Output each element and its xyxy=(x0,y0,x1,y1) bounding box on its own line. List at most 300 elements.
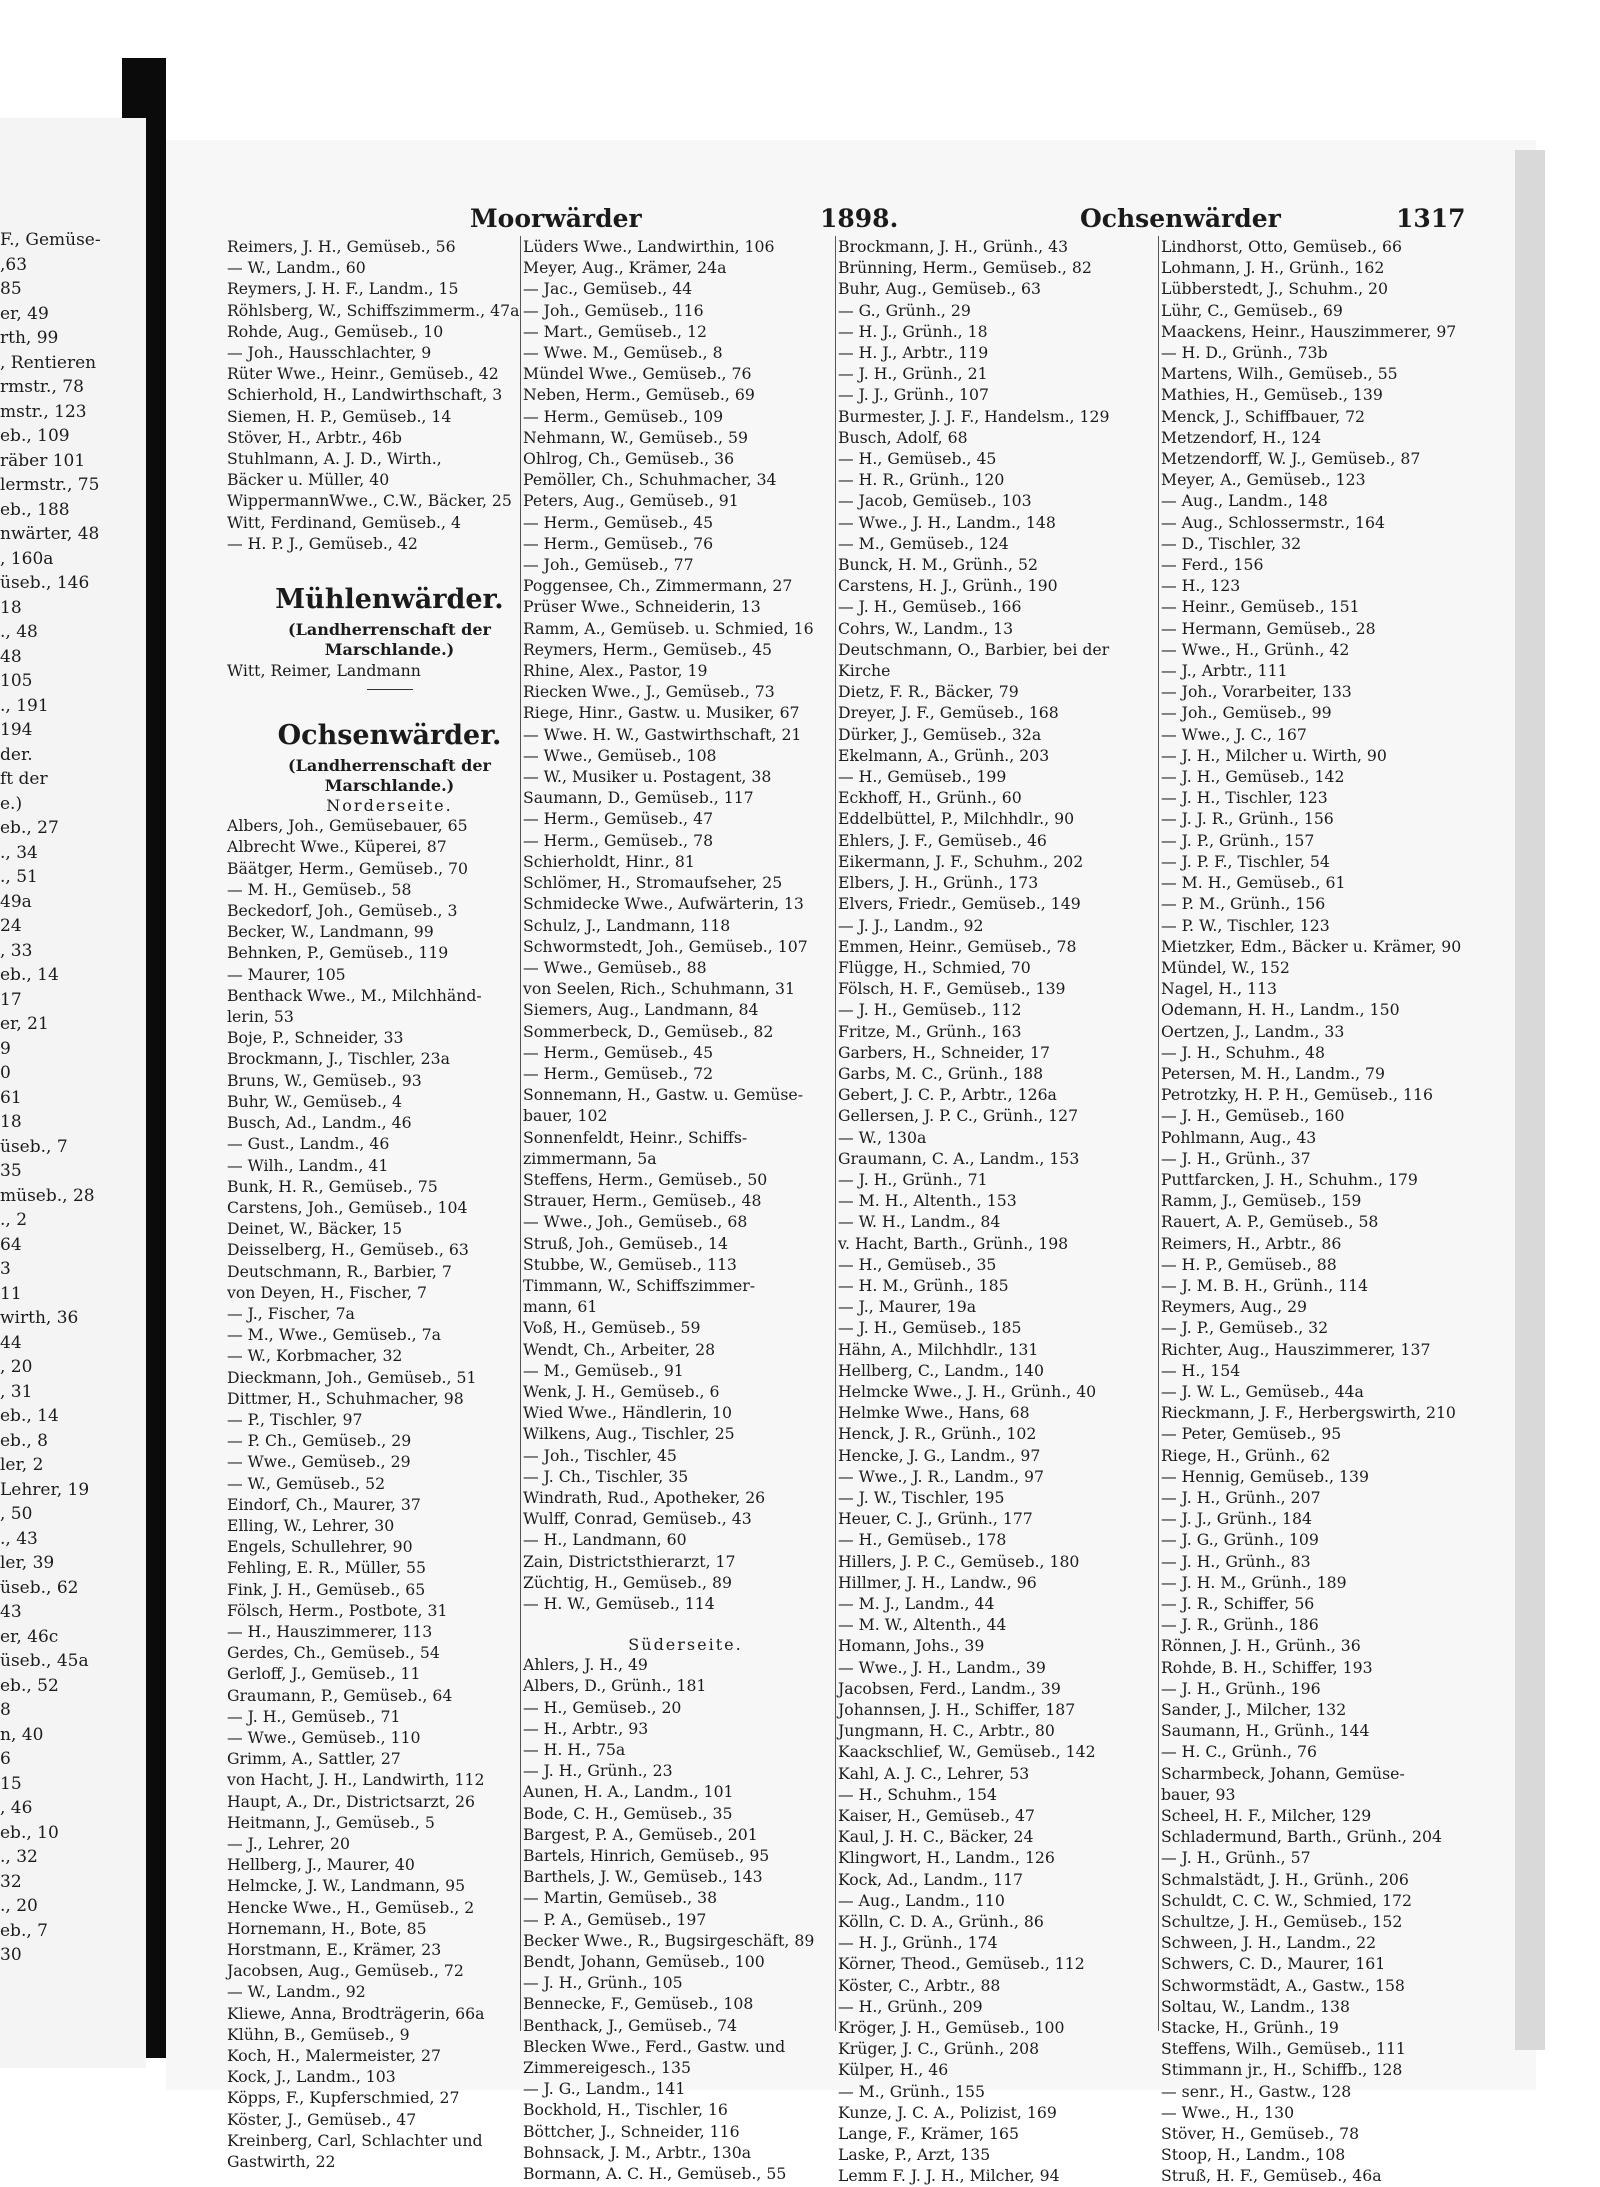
directory-entry: — J. G., Landm., 141 xyxy=(523,2079,686,2099)
facing-page-fragment: eb., 109 xyxy=(0,426,70,446)
directory-entry: Stuhlmann, A. J. D., Wirth., xyxy=(227,449,442,469)
directory-entry: Bockhold, H., Tischler, 16 xyxy=(523,2100,728,2120)
directory-entry: Lemm F. J. J. H., Milcher, 94 xyxy=(838,2166,1060,2186)
directory-entry: — H., Gemüseb., 45 xyxy=(838,449,997,469)
directory-entry: Bartels, Hinrich, Gemüseb., 95 xyxy=(523,1846,770,1866)
directory-entry: Klingwort, H., Landm., 126 xyxy=(838,1848,1055,1868)
directory-entry: Johannsen, J. H., Schiffer, 187 xyxy=(838,1700,1076,1720)
directory-entry: — J. P., Grünh., 157 xyxy=(1161,830,1315,850)
directory-entry: — H., Schuhm., 154 xyxy=(838,1784,997,1804)
directory-entry: Heitmann, J., Gemüseb., 5 xyxy=(227,1812,435,1832)
facing-page-fragment: üseb., 7 xyxy=(0,1136,68,1157)
directory-entry: Külper, H., 46 xyxy=(838,2060,949,2080)
directory-entry: — Wwe., H., 130 xyxy=(1161,2102,1295,2122)
facing-page-fragment: , 50 xyxy=(0,1504,33,1524)
directory-entry: — H. D., Grünh., 73b xyxy=(1161,343,1328,363)
directory-entry: Neben, Herm., Gemüseb., 69 xyxy=(523,385,755,405)
directory-entry: Engels, Schullehrer, 90 xyxy=(227,1537,413,1557)
directory-entry: Kirche xyxy=(838,661,891,681)
directory-entry: von Hacht, J. H., Landwirth, 112 xyxy=(227,1770,485,1790)
directory-entry: Wendt, Ch., Arbeiter, 28 xyxy=(523,1339,716,1359)
section-subheading: Marschlande.) xyxy=(324,640,455,660)
directory-entry: — H., Grünh., 209 xyxy=(838,1996,983,2016)
directory-entry: Metzendorf, H., 124 xyxy=(1161,427,1322,447)
facing-page-fragment: ,63 xyxy=(0,254,28,275)
directory-entry: — Hermann, Gemüseb., 28 xyxy=(1161,618,1376,638)
directory-entry: Eckhoff, H., Grünh., 60 xyxy=(838,788,1022,808)
directory-entry: Schierhold, H., Landwirthschaft, 3 xyxy=(227,385,503,405)
directory-entry: Steffens, Herm., Gemüseb., 50 xyxy=(523,1169,768,1189)
directory-entry: Sommerbeck, D., Gemüseb., 82 xyxy=(523,1021,774,1041)
directory-entry: — W., 130a xyxy=(838,1127,927,1147)
directory-entry: — W., Gemüseb., 52 xyxy=(227,1473,386,1493)
facing-page-fragment: Lehrer, 19 xyxy=(0,1479,90,1500)
directory-entry: mann, 61 xyxy=(523,1297,598,1317)
section-subheading: (Landherrenschaft der xyxy=(288,620,491,640)
directory-entry: Mathies, H., Gemüseb., 139 xyxy=(1161,385,1383,405)
facing-page-fragment: 64 xyxy=(0,1234,22,1255)
directory-entry: — Joh., Gemüseb., 77 xyxy=(523,555,694,575)
directory-entry: Jacobsen, Aug., Gemüseb., 72 xyxy=(227,1961,464,1981)
directory-entry: Petersen, M. H., Landm., 79 xyxy=(1161,1063,1386,1083)
facing-page-fragment: eb., 10 xyxy=(0,1822,59,1843)
directory-entry: Dreyer, J. F., Gemüseb., 168 xyxy=(838,703,1059,723)
directory-entry: Stacke, H., Grünh., 19 xyxy=(1161,2018,1339,2038)
directory-entry: Reimers, H., Arbtr., 86 xyxy=(1161,1233,1342,1253)
directory-entry: Gastwirth, 22 xyxy=(227,2152,336,2172)
directory-entry: — M., Grünh., 155 xyxy=(838,2081,985,2101)
directory-entry: Kreinberg, Carl, Schlachter und xyxy=(227,2130,483,2150)
facing-page-fragment: ., 34 xyxy=(0,842,38,863)
directory-entry: — Wwe., Gemüseb., 110 xyxy=(227,1727,421,1747)
directory-entry: — Martin, Gemüseb., 38 xyxy=(523,1888,718,1908)
directory-entry: — H., Gemüseb., 20 xyxy=(523,1697,682,1717)
directory-entry: Saumann, D., Gemüseb., 117 xyxy=(523,788,754,808)
directory-entry: Horstmann, E., Krämer, 23 xyxy=(227,1940,442,1960)
directory-entry: Petrotzky, H. P. H., Gemüseb., 116 xyxy=(1161,1085,1433,1105)
directory-entry: — Peter, Gemüseb., 95 xyxy=(1161,1424,1342,1444)
directory-entry: Schwormstedt, Joh., Gemüseb., 107 xyxy=(523,936,808,956)
directory-entry: — Wwe. M., Gemüseb., 8 xyxy=(523,343,723,363)
directory-entry: — J. J. R., Grünh., 156 xyxy=(1161,809,1334,829)
directory-entry: Rohde, B. H., Schiffer, 193 xyxy=(1161,1657,1373,1677)
directory-entry: Zain, Districtsthierarzt, 17 xyxy=(523,1551,736,1571)
facing-page-fragment: 194 xyxy=(0,720,33,740)
directory-entry: — Wwe., Gemüseb., 29 xyxy=(227,1452,411,1472)
directory-entry: Voß, H., Gemüseb., 59 xyxy=(523,1318,701,1338)
directory-entry: Mündel Wwe., Gemüseb., 76 xyxy=(523,364,752,384)
section-heading: Mühlenwärder. xyxy=(275,584,504,616)
facing-page-fragment: 6 xyxy=(0,1749,11,1769)
directory-entry: — H. J., Grünh., 18 xyxy=(838,321,988,341)
facing-page-fragment: ., 51 xyxy=(0,867,38,887)
directory-entry: Riege, Hinr., Gastw. u. Musiker, 67 xyxy=(523,703,800,723)
directory-entry: Busch, Ad., Landm., 46 xyxy=(227,1113,412,1133)
directory-entry: Kahl, A. J. C., Lehrer, 53 xyxy=(838,1763,1030,1783)
directory-entry: — J. H., Grünh., 57 xyxy=(1161,1848,1311,1868)
directory-entry: Kaackschlief, W., Gemüseb., 142 xyxy=(838,1742,1096,1762)
directory-entry: — H. W., Gemüseb., 114 xyxy=(523,1594,715,1613)
directory-entry: — M. J., Landm., 44 xyxy=(838,1594,995,1613)
directory-entry: Bode, C. H., Gemüseb., 35 xyxy=(523,1803,733,1823)
directory-entry: — Maurer, 105 xyxy=(227,964,346,984)
directory-entry: — J. R., Schiffer, 56 xyxy=(1161,1594,1315,1613)
directory-entry: Brünning, Herm., Gemüseb., 82 xyxy=(838,258,1092,278)
directory-entry: — J. P. F., Tischler, 54 xyxy=(1161,851,1330,871)
facing-page-fragment: 11 xyxy=(0,1283,22,1304)
facing-page-fragment: eb., 52 xyxy=(0,1675,59,1696)
directory-entry: Stöver, H., Arbtr., 46b xyxy=(227,427,402,447)
directory-entry: Reymers, J. H. F., Landm., 15 xyxy=(227,279,459,299)
directory-entry: Dürker, J., Gemüseb., 32a xyxy=(838,724,1042,744)
directory-entry: Hellberg, J., Maurer, 40 xyxy=(227,1855,415,1875)
directory-entry: — H. H., 75a xyxy=(523,1740,626,1760)
facing-page-fragment: der. xyxy=(0,744,33,765)
directory-entry: Rönnen, J. H., Grünh., 36 xyxy=(1161,1636,1361,1656)
facing-page-fragment: 17 xyxy=(0,989,22,1010)
header-year: 1898. xyxy=(820,204,899,233)
directory-entry: Bunk, H. R., Gemüseb., 75 xyxy=(227,1176,438,1196)
directory-entry: Rohde, Aug., Gemüseb., 10 xyxy=(227,321,444,341)
directory-column-1 xyxy=(227,236,552,2172)
directory-entry: Gerloff, J., Gemüseb., 11 xyxy=(227,1664,421,1684)
directory-entry: — J. H., Grünh., 37 xyxy=(1161,1148,1311,1168)
directory-entry: — J. H., Tischler, 123 xyxy=(1161,788,1328,808)
directory-entry: — P., Tischler, 97 xyxy=(227,1409,363,1429)
directory-entry: Hencke Wwe., H., Gemüseb., 2 xyxy=(227,1897,475,1917)
directory-entry: Menck, J., Schiffbauer, 72 xyxy=(1161,406,1366,426)
directory-entry: Helmke Wwe., Hans, 68 xyxy=(838,1403,1030,1423)
directory-entry: Eddelbüttel, P., Milchhdlr., 90 xyxy=(838,809,1075,829)
directory-entry: Schulz, J., Landmann, 118 xyxy=(523,915,731,935)
directory-entry: — Wwe., H., Grünh., 42 xyxy=(1161,639,1350,659)
directory-entry: — Herm., Gemüseb., 76 xyxy=(523,533,714,553)
directory-entry: Dieckmann, Joh., Gemüseb., 51 xyxy=(227,1367,477,1387)
directory-entry: Lange, F., Krämer, 165 xyxy=(838,2124,1019,2144)
directory-entry: — W., Landm., 60 xyxy=(227,258,366,278)
directory-entry: Blecken Wwe., Ferd., Gastw. und xyxy=(523,2036,786,2056)
directory-entry: Buhr, Aug., Gemüseb., 63 xyxy=(838,279,1042,299)
directory-entry: Struß, Joh., Gemüseb., 14 xyxy=(523,1233,728,1253)
directory-entry: Jungmann, H. C., Arbtr., 80 xyxy=(838,1721,1055,1741)
directory-entry: — Wilh., Landm., 41 xyxy=(227,1155,389,1175)
directory-entry: Pemöller, Ch., Schuhmacher, 34 xyxy=(523,470,777,490)
facing-page-fragment: ler, 2 xyxy=(0,1455,44,1475)
directory-entry: Richter, Aug., Hauszimmerer, 137 xyxy=(1161,1339,1431,1359)
directory-entry: Krüger, J. C., Grünh., 208 xyxy=(838,2039,1040,2059)
directory-entry: — Aug., Schlossermstr., 164 xyxy=(1161,512,1385,532)
directory-entry: Garbs, M. C., Grünh., 188 xyxy=(838,1063,1044,1083)
directory-entry: — J. H., Gemüseb., 185 xyxy=(838,1318,1022,1338)
directory-entry: Reymers, Herm., Gemüseb., 45 xyxy=(523,639,773,659)
directory-entry: — P. W., Tischler, 123 xyxy=(1161,915,1330,935)
facing-page-fragment: 85 xyxy=(0,279,22,299)
directory-entry: Deutschmann, O., Barbier, bei der xyxy=(838,639,1110,659)
directory-entry: bauer, 93 xyxy=(1161,1784,1236,1804)
directory-entry: — H. J., Grünh., 174 xyxy=(838,1933,998,1953)
directory-entry: Busch, Adolf, 68 xyxy=(838,427,968,447)
directory-entry: Puttfarcken, J. H., Schuhm., 179 xyxy=(1161,1169,1418,1189)
directory-entry: — Aug., Landm., 110 xyxy=(838,1890,1005,1910)
directory-entry: Aunen, H. A., Landm., 101 xyxy=(523,1782,734,1802)
directory-entry: — J. R., Grünh., 186 xyxy=(1161,1615,1319,1635)
facing-page-fragment: 49a xyxy=(0,891,32,912)
directory-entry: Peters, Aug., Gemüseb., 91 xyxy=(523,491,739,511)
directory-entry: Pohlmann, Aug., 43 xyxy=(1161,1127,1317,1147)
directory-entry: — Herm., Gemüseb., 78 xyxy=(523,830,714,850)
directory-entry: Schierholdt, Hinr., 81 xyxy=(523,851,695,871)
directory-entry: Reymers, Aug., 29 xyxy=(1161,1297,1308,1317)
facing-page-fragment: er, 49 xyxy=(0,303,49,324)
directory-entry: Soltau, W., Landm., 138 xyxy=(1161,1996,1350,2016)
directory-entry: Kock, Ad., Landm., 117 xyxy=(838,1869,1024,1889)
directory-entry: Deisselberg, H., Gemüseb., 63 xyxy=(227,1240,469,1260)
directory-entry: Scheel, H. F., Milcher, 129 xyxy=(1161,1806,1372,1826)
directory-entry: Graumann, P., Gemüseb., 64 xyxy=(227,1685,453,1705)
facing-page-fragment: ler, 39 xyxy=(0,1553,55,1573)
directory-entry: — J. P., Gemüseb., 32 xyxy=(1161,1318,1329,1338)
directory-entry: — J., Maurer, 19a xyxy=(838,1297,977,1317)
directory-entry: Struß, H. F., Gemüseb., 46a xyxy=(1161,2166,1382,2186)
facing-page-fragment: üseb., 146 xyxy=(0,573,90,593)
directory-entry: Körner, Theod., Gemüseb., 112 xyxy=(838,1954,1085,1974)
directory-entry: — H., Gemüseb., 35 xyxy=(838,1254,997,1274)
directory-entry: Klühn, B., Gemüseb., 9 xyxy=(227,2024,410,2044)
directory-entry: Barthels, J. W., Gemüseb., 143 xyxy=(523,1867,763,1887)
directory-entry: — J. H., Gemüseb., 71 xyxy=(227,1706,401,1726)
directory-entry: Kliewe, Anna, Brodträgerin, 66a xyxy=(227,2003,485,2023)
directory-entry: Gerdes, Ch., Gemüseb., 54 xyxy=(227,1643,440,1663)
facing-page-fragment: 9 xyxy=(0,1038,11,1059)
facing-page-fragment: eb., 27 xyxy=(0,818,59,838)
directory-entry: Kock, J., Landm., 103 xyxy=(227,2067,396,2087)
directory-entry: zimmermann, 5a xyxy=(523,1148,657,1168)
directory-entry: WippermannWwe., C.W., Bäcker, 25 xyxy=(227,491,512,511)
directory-entry: Brockmann, J. H., Grünh., 43 xyxy=(838,237,1069,256)
directory-entry: — Jacob, Gemüseb., 103 xyxy=(838,491,1032,511)
directory-entry: Hähn, A., Milchhdlr., 131 xyxy=(838,1339,1039,1359)
directory-entry: Kaul, J. H. C., Bäcker, 24 xyxy=(838,1827,1034,1847)
directory-entry: Witt, Reimer, Landmann xyxy=(227,661,421,681)
column-rule xyxy=(835,236,836,2031)
facing-page-fragment: eb., 14 xyxy=(0,965,59,985)
directory-entry: Schultze, J. H., Gemüseb., 152 xyxy=(1161,1912,1403,1932)
facing-page-fragment: müseb., 28 xyxy=(0,1185,95,1206)
directory-entry: Ahlers, J. H., 49 xyxy=(523,1655,648,1675)
facing-page-fragment: 43 xyxy=(0,1602,22,1622)
directory-entry: Benthack, J., Gemüseb., 74 xyxy=(523,2015,738,2035)
directory-entry: — Mart., Gemüseb., 12 xyxy=(523,321,707,341)
facing-page-fragment: lermstr., 75 xyxy=(0,475,100,495)
directory-entry: — Jac., Gemüseb., 44 xyxy=(523,279,693,299)
column-rule xyxy=(520,236,521,2031)
directory-entry: Flügge, H., Schmied, 70 xyxy=(838,957,1031,977)
directory-entry: Hornemann, H., Bote, 85 xyxy=(227,1918,427,1938)
facing-page-fragment: 61 xyxy=(0,1087,22,1108)
directory-entry: Eindorf, Ch., Maurer, 37 xyxy=(227,1494,421,1514)
directory-entry: Elling, W., Lehrer, 30 xyxy=(227,1515,395,1535)
facing-page-fragment: , 20 xyxy=(0,1357,33,1377)
directory-entry: Schuldt, C. C. W., Schmied, 172 xyxy=(1161,1890,1413,1910)
facing-page-fragment: er, 46c xyxy=(0,1626,59,1647)
directory-entry: Witt, Ferdinand, Gemüseb., 4 xyxy=(227,512,462,532)
directory-entry: Wied Wwe., Händlerin, 10 xyxy=(523,1403,733,1423)
directory-entry: Bäcker u. Müller, 40 xyxy=(227,470,390,490)
directory-entry: Helmcke, J. W., Landmann, 95 xyxy=(227,1876,466,1896)
facing-page-fragment: n, 40 xyxy=(0,1724,44,1745)
directory-entry: Albrecht Wwe., Küperei, 87 xyxy=(227,837,447,857)
directory-entry: — J. J., Grünh., 184 xyxy=(1161,1509,1312,1529)
page-number: 1317 xyxy=(1396,204,1466,233)
directory-entry: — Herm., Gemüseb., 72 xyxy=(523,1063,714,1083)
directory-entry: Hencke, J. G., Landm., 97 xyxy=(838,1445,1041,1465)
directory-entry: — Joh., Tischler, 45 xyxy=(523,1445,677,1465)
directory-entry: Dietz, F. R., Bäcker, 79 xyxy=(838,682,1019,702)
directory-entry: Kaiser, H., Gemüseb., 47 xyxy=(838,1806,1035,1826)
facing-page-fragment: , 33 xyxy=(0,940,33,961)
facing-page-fragment: 15 xyxy=(0,1773,22,1794)
directory-entry: Scharmbeck, Johann, Gemüse- xyxy=(1161,1763,1405,1783)
directory-entry: Carstens, Joh., Gemüseb., 104 xyxy=(227,1197,468,1217)
directory-entry: Martens, Wilh., Gemüseb., 55 xyxy=(1161,364,1398,384)
directory-entry: Kunze, J. C. A., Polizist, 169 xyxy=(838,2102,1057,2122)
directory-entry: — H. C., Grünh., 76 xyxy=(1161,1742,1317,1762)
directory-entry: Oertzen, J., Landm., 33 xyxy=(1161,1021,1345,1041)
directory-entry: Heuer, C. J., Grünh., 177 xyxy=(838,1509,1033,1529)
facing-page-fragment: 44 xyxy=(0,1332,22,1353)
directory-entry: bauer, 102 xyxy=(523,1106,608,1126)
facing-page-fragment: eb., 7 xyxy=(0,1920,48,1941)
directory-entry: — J. H., Gemüseb., 112 xyxy=(838,1000,1022,1020)
directory-entry: — Hennig, Gemüseb., 139 xyxy=(1161,1466,1369,1486)
directory-entry: — J. H., Grünh., 196 xyxy=(1161,1678,1321,1698)
facing-page-fragment: er, 21 xyxy=(0,1014,49,1034)
directory-entry: Steffens, Wilh., Gemüseb., 111 xyxy=(1161,2039,1406,2059)
directory-entry: — senr., H., Gastw., 128 xyxy=(1161,2081,1352,2101)
directory-entry: — H. R., Grünh., 120 xyxy=(838,470,1005,490)
directory-entry: Stimmann jr., H., Schiffb., 128 xyxy=(1161,2060,1403,2080)
facing-page-fragment: wirth, 36 xyxy=(0,1308,79,1328)
directory-entry: Mündel, W., 152 xyxy=(1161,957,1290,977)
directory-entry: — J. H., Gemüseb., 142 xyxy=(1161,767,1345,787)
directory-entry: — J. M. B. H., Grünh., 114 xyxy=(1161,1275,1369,1295)
directory-entry: — H. P. J., Gemüseb., 42 xyxy=(227,533,418,553)
directory-entry: von Seelen, Rich., Schuhmann, 31 xyxy=(523,979,795,999)
directory-entry: Wulff, Conrad, Gemüseb., 43 xyxy=(523,1509,752,1529)
directory-entry: Kröger, J. H., Gemüseb., 100 xyxy=(838,2018,1065,2038)
directory-entry: Ekelmann, A., Grünh., 203 xyxy=(838,745,1050,765)
facing-page-fragment: 8 xyxy=(0,1700,11,1720)
directory-entry: — W. H., Landm., 84 xyxy=(838,1212,1001,1232)
directory-entry: — W., Korbmacher, 32 xyxy=(227,1346,403,1366)
directory-entry: — J. G., Grünh., 109 xyxy=(1161,1530,1319,1550)
directory-entry: Riecken Wwe., J., Gemüseb., 73 xyxy=(523,682,775,702)
directory-entry: Fink, J. H., Gemüseb., 65 xyxy=(227,1579,426,1599)
directory-entry: — Herm., Gemüseb., 45 xyxy=(523,1042,714,1062)
directory-entry: Elbers, J. H., Grünh., 173 xyxy=(838,873,1039,893)
directory-entry: Helmcke Wwe., J. H., Grünh., 40 xyxy=(838,1381,1097,1401)
directory-entry: — J. H., Milcher u. Wirth, 90 xyxy=(1161,745,1387,765)
directory-entry: Nagel, H., 113 xyxy=(1161,979,1277,999)
directory-entry: Bargest, P. A., Gemüseb., 201 xyxy=(523,1824,758,1844)
directory-entry: — G., Grünh., 29 xyxy=(838,300,971,320)
directory-entry: — Ferd., 156 xyxy=(1161,555,1264,575)
directory-entry: Odemann, H. H., Landm., 150 xyxy=(1161,1000,1400,1020)
directory-entry: — J., Lehrer, 20 xyxy=(227,1834,351,1853)
directory-entry: — Wwe., J. H., Landm., 39 xyxy=(838,1657,1046,1677)
facing-page-fragment: , 31 xyxy=(0,1381,33,1402)
directory-entry: Bohnsack, J. M., Arbtr., 130a xyxy=(523,2142,752,2162)
directory-column-2 xyxy=(523,236,848,2184)
directory-entry: Homann, Johs., 39 xyxy=(838,1636,985,1656)
facing-page-fragment: 105 xyxy=(0,671,33,691)
directory-entry: Schlömer, H., Stromaufseher, 25 xyxy=(523,873,783,893)
directory-entry: Lindhorst, Otto, Gemüseb., 66 xyxy=(1161,237,1402,256)
facing-page-fragment: ., 32 xyxy=(0,1847,38,1867)
directory-entry: Röhlsberg, W., Schiffszimmerm., 47a xyxy=(227,300,520,320)
directory-entry: — J. W., Tischler, 195 xyxy=(838,1487,1005,1507)
directory-entry: Sander, J., Milcher, 132 xyxy=(1161,1700,1347,1720)
directory-entry: Brockmann, J., Tischler, 23a xyxy=(227,1049,450,1069)
directory-entry: — J. J., Landm., 92 xyxy=(838,915,984,935)
directory-entry: lerin, 53 xyxy=(227,1007,294,1027)
directory-entry: Köster, C., Arbtr., 88 xyxy=(838,1975,1001,1995)
facing-page-fragment: 18 xyxy=(0,597,22,618)
directory-entry: Ramm, J., Gemüseb., 159 xyxy=(1161,1191,1362,1211)
directory-entry: Köpps, F., Kupferschmied, 27 xyxy=(227,2088,460,2108)
facing-page-fragment: mstr., 123 xyxy=(0,401,87,422)
directory-entry: Kölln, C. D. A., Grünh., 86 xyxy=(838,1912,1044,1932)
facing-page-fragment: eb., 8 xyxy=(0,1430,48,1451)
directory-entry: Fölsch, Herm., Postbote, 31 xyxy=(227,1600,448,1620)
directory-entry: Windrath, Rud., Apotheker, 26 xyxy=(523,1487,766,1507)
facing-page-fragment: e.) xyxy=(0,793,23,814)
directory-entry: — Wwe., Joh., Gemüseb., 68 xyxy=(523,1212,748,1232)
directory-entry: — Joh., Gemüseb., 99 xyxy=(1161,703,1332,723)
column-rule xyxy=(1158,236,1159,2031)
directory-entry: Wilkens, Aug., Tischler, 25 xyxy=(523,1424,735,1444)
directory-entry: Benthack Wwe., M., Milchhänd- xyxy=(227,985,482,1005)
directory-entry: — M., Gemüseb., 91 xyxy=(523,1360,684,1380)
facing-page-edge xyxy=(0,118,146,2068)
facing-page-fragment: rmstr., 78 xyxy=(0,377,84,397)
directory-entry: Laske, P., Arzt, 135 xyxy=(838,2145,991,2165)
facing-page-fragment: rth, 99 xyxy=(0,328,59,348)
directory-entry: Schwers, C. D., Maurer, 161 xyxy=(1161,1954,1386,1974)
directory-entry: Böttcher, J., Schneider, 116 xyxy=(523,2121,740,2141)
facing-page-fragment: ., 2 xyxy=(0,1210,28,1230)
directory-entry: — J. H., Grünh., 105 xyxy=(523,1973,683,1993)
facing-page-fragment: üseb., 62 xyxy=(0,1577,79,1598)
directory-entry: v. Hacht, Barth., Grünh., 198 xyxy=(838,1233,1069,1253)
directory-column-4 xyxy=(1161,236,1486,2186)
header-left-title: Moorwärder xyxy=(470,204,642,233)
directory-entry: — Gust., Landm., 46 xyxy=(227,1134,390,1154)
directory-entry: — Joh., Gemüseb., 116 xyxy=(523,300,704,320)
directory-entry: Emmen, Heinr., Gemüseb., 78 xyxy=(838,936,1077,956)
directory-entry: — Joh., Vorarbeiter, 133 xyxy=(1161,682,1352,702)
facing-page-fragment: 35 xyxy=(0,1161,22,1181)
directory-entry: — J. H., Gemüseb., 166 xyxy=(838,597,1022,617)
directory-entry: — H., 154 xyxy=(1161,1360,1241,1380)
directory-entry: Lühr, C., Gemüseb., 69 xyxy=(1161,300,1343,320)
directory-entry: — Joh., Hausschlachter, 9 xyxy=(227,343,432,363)
directory-entry: Carstens, H. J., Grünh., 190 xyxy=(838,576,1058,596)
directory-entry: — J. H. M., Grünh., 189 xyxy=(1161,1572,1347,1592)
directory-entry: Stubbe, W., Gemüseb., 113 xyxy=(523,1254,737,1274)
directory-entry: Hillers, J. P. C., Gemüseb., 180 xyxy=(838,1551,1080,1571)
directory-entry: Graumann, C. A., Landm., 153 xyxy=(838,1148,1080,1168)
